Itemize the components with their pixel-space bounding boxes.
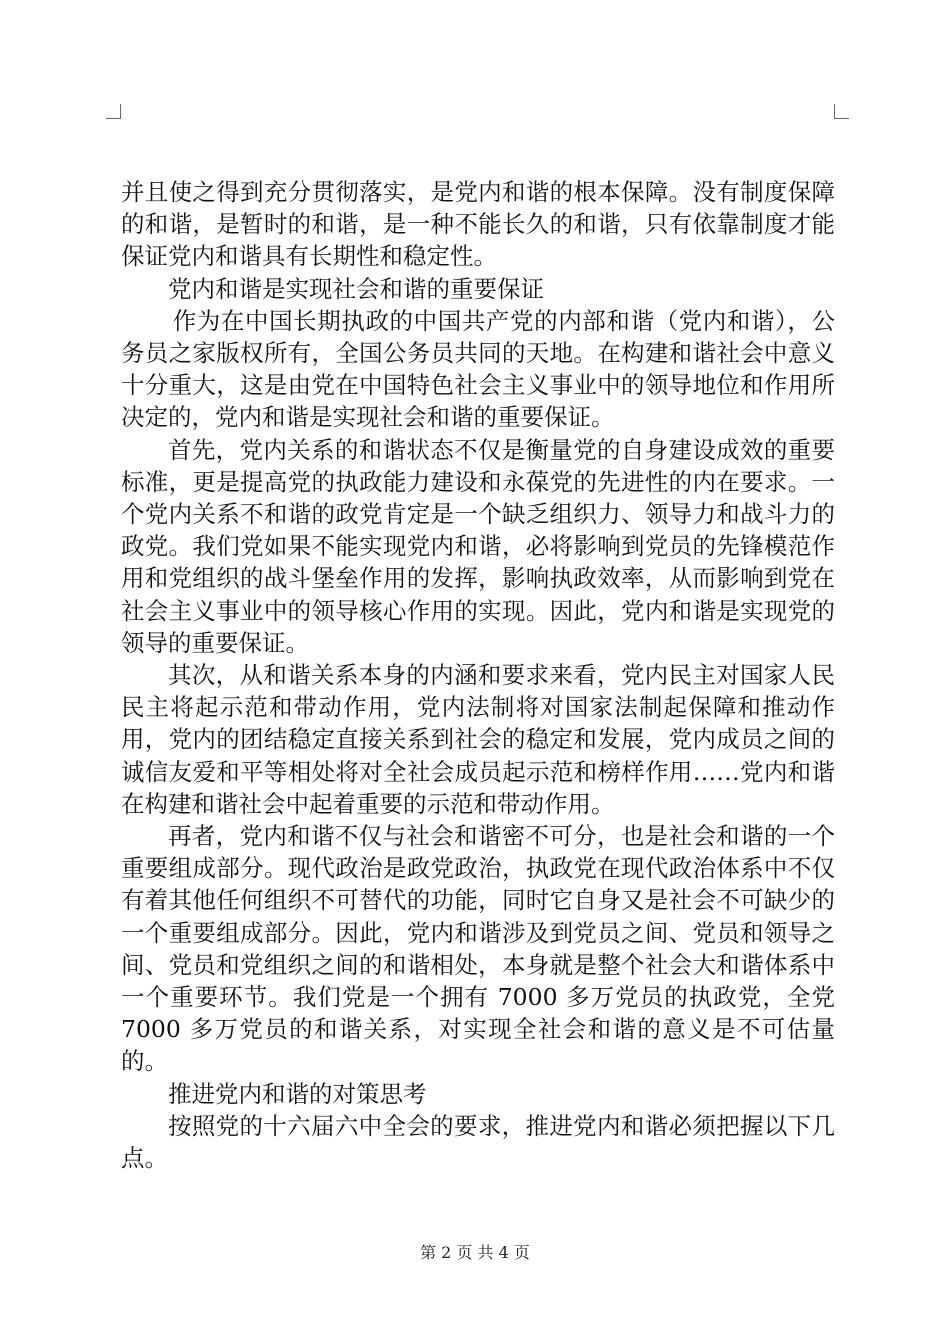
- paragraph: 作为在中国长期执政的中国共产党的内部和谐（党内和谐），公务员之家版权所有，全国公务员共同的天地。在构建和谐社会中意义十分重大，这是由党在中国特色社会主义事业中的领导地位和作用所决定的，党内和谐是实现社会和谐的重要保证。: [121, 306, 835, 432]
- section-heading: 推进党内和谐的对策思考: [168, 1079, 427, 1108]
- page-number-label: 第 2 页 共 4 页: [420, 1243, 530, 1262]
- crop-mark-top-right: [834, 104, 849, 119]
- paragraph: 再者，党内和谐不仅与社会和谐密不可分，也是社会和谐的一个重要组成部分。现代政治是政党政治，执政党在现代政治体系中不仅有着其他任何组织不可替代的功能，同时它自身又是社会不可缺少的一个重要组成部分。因此，党内和谐涉及到党员之间、党员和领导之间、党员和党组织之间的和谐相处，本身就是整个社会大和谐体系中一个重要环节。我们党是一个拥有 7000 多万党员的执政党，全党 7000 多万党员的和谐关系，对实现全社会和谐的意义是不可估量的。: [121, 822, 835, 1076]
- paragraph-continuation: 并且使之得到充分贯彻落实，是党内和谐的根本保障。没有制度保障的和谐，是暂时的和谐，是一种不能长久的和谐，只有依靠制度才能保证党内和谐具有长期性和稳定性。: [121, 178, 835, 271]
- paragraph: 首先，党内关系的和谐状态不仅是衡量党的自身建设成效的重要标准，更是提高党的执政能力建设和永葆党的先进性的内在要求。一个党内关系不和谐的政党肯定是一个缺乏组织力、领导力和战斗力的政党。我们党如果不能实现党内和谐，必将影响到党员的先锋模范作用和党组织的战斗堡垒作用的发挥，影响执政效率，从而影响到党在社会主义事业中的领导核心作用的实现。因此，党内和谐是实现党的领导的重要保证。: [121, 435, 835, 657]
- crop-mark-top-left: [106, 104, 121, 119]
- section-heading: 党内和谐是实现社会和谐的重要保证: [168, 274, 544, 303]
- paragraph: 按照党的十六届六中全会的要求，推进党内和谐必须把握以下几点。: [121, 1111, 835, 1173]
- document-body: [121, 176, 835, 1174]
- page-footer: [0, 1243, 950, 1263]
- paragraph: 其次，从和谐关系本身的内涵和要求来看，党内民主对国家人民民主将起示范和带动作用，党内法制将对国家法制起保障和推动作用，党内的团结稳定直接关系到社会的稳定和发展，党内成员之间的诚信友爱和平等相处将对全社会成员起示范和榜样作用……党内和谐在构建和谐社会中起着重要的示范和带动作用。: [121, 661, 835, 818]
